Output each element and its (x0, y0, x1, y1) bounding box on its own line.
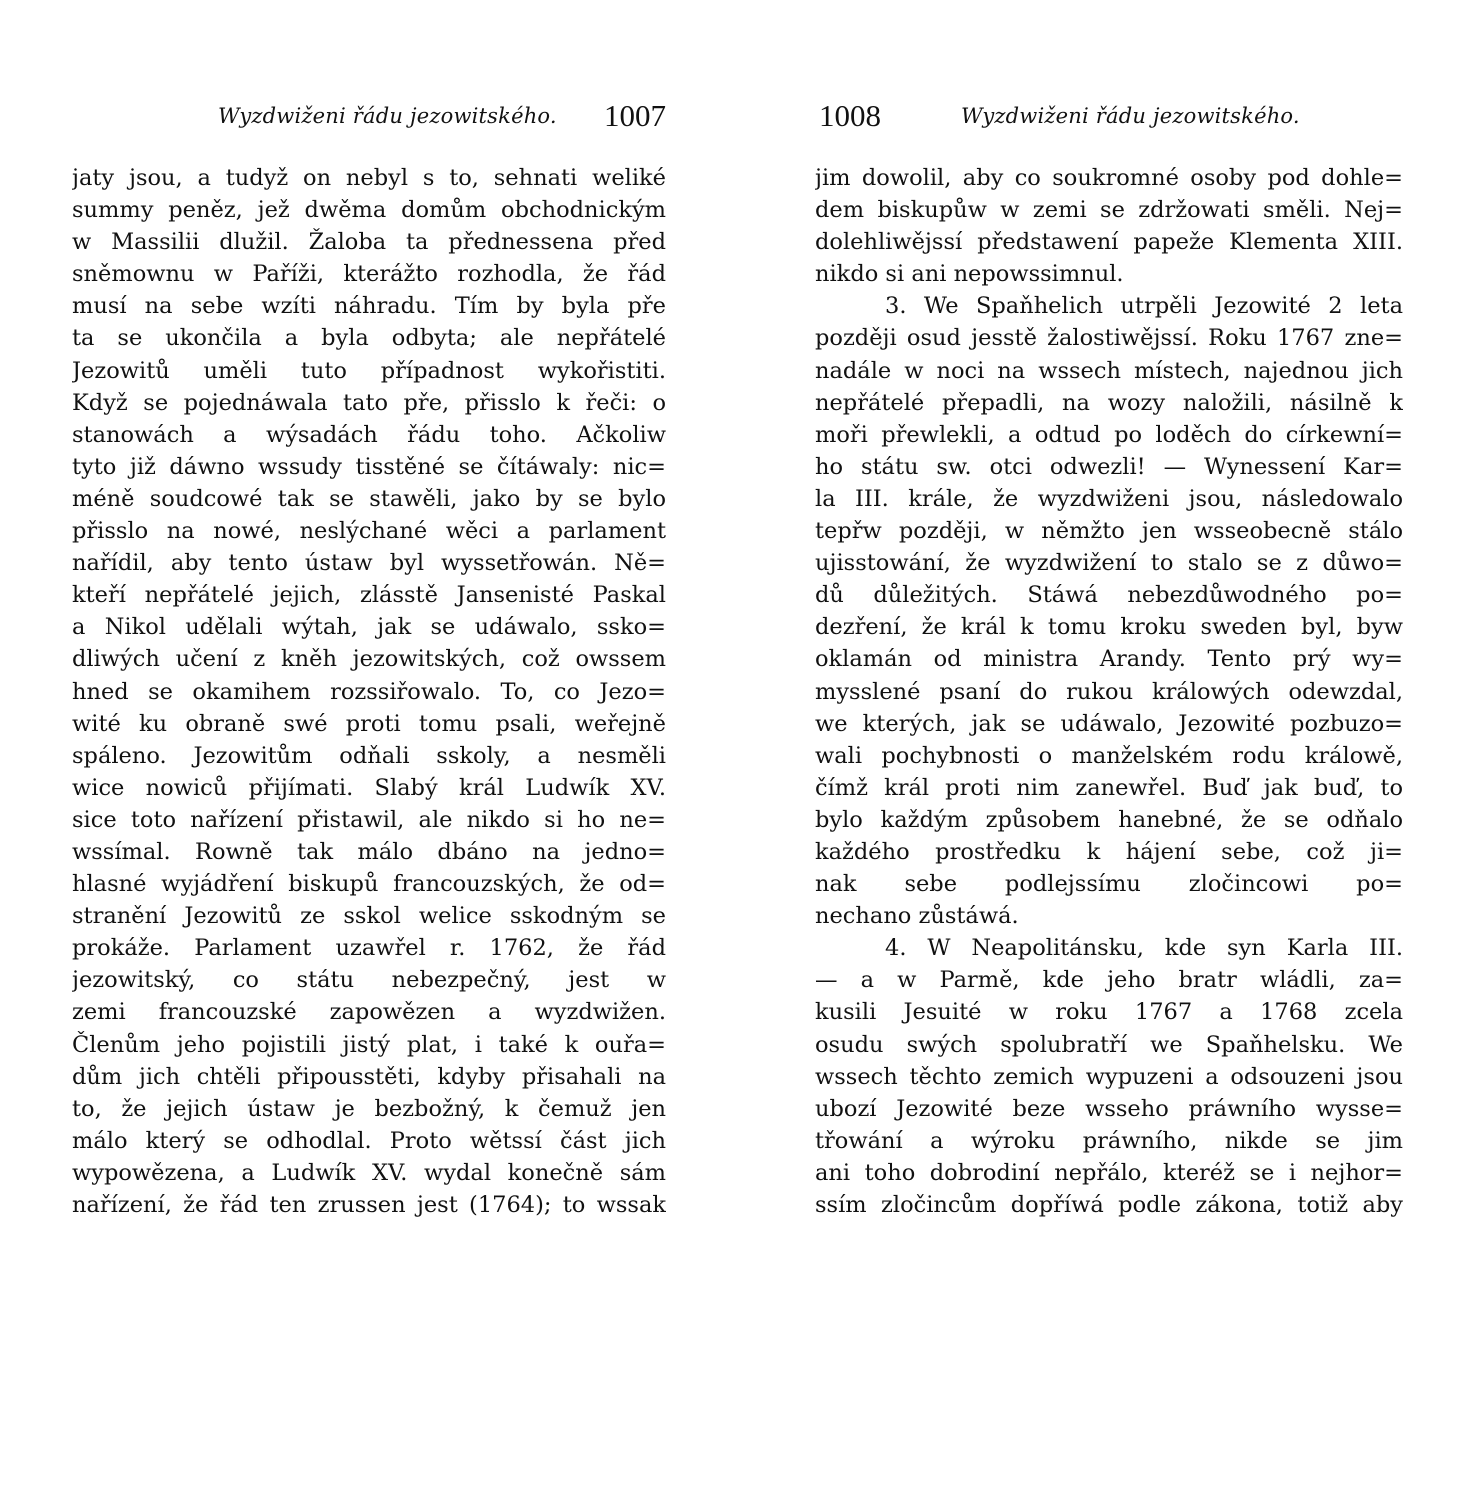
text-line: wssech těchto zemich wypuzeni a odsouzeni jsou (815, 1063, 1403, 1090)
text-line: moři přewlekli, a odtud po loděch do církewní= (815, 421, 1403, 448)
text-line: wssímal. Rowně tak málo dbáno na jedno= (72, 838, 666, 865)
text-line: hlasné wyjádření biskupů francouzských, že od= (72, 871, 666, 898)
text-line: nikdo si ani nepowssimnul. (815, 261, 1124, 288)
text-line: zemi francouzské zapowězen a wyzdwižen. (72, 999, 666, 1026)
text-line: bylo každým způsobem hanebné, že se odňalo (815, 806, 1403, 833)
text-line: sněmownu w Paříži, kterážto rozhodla, že řád (72, 261, 666, 288)
text-line: osudu swých spolubratří we Spaňhelsku. We (815, 1031, 1403, 1058)
text-line: jezowitský, co státu nebezpečný, jest w (72, 967, 666, 994)
text-line: dezření, že král k tomu kroku sweden byl, byw (815, 614, 1403, 641)
text-line: ho státu sw. otci odwezli! — Wynessení Kar= (815, 453, 1403, 480)
text-line: málo který se odhodlal. Proto wětssí část jich (72, 1127, 666, 1154)
text-line: nařízení, že řád ten zrussen jest (1764); to wssak (72, 1192, 666, 1218)
text-line: jaty jsou, a tudyž on nebyl s to, sehnati weliké (72, 165, 666, 191)
text-line: přisslo na nowé, neslýchané wěci a parlament (72, 518, 666, 545)
text-line: nařídil, aby tento ústaw byl wyssetřowán. Ně= (72, 550, 666, 577)
text-line: dům jich chtěli připousstěti, kdyby přisahali na (72, 1063, 666, 1090)
text-line: kteří nepřátelé jejich, zlásstě Jansenisté Paskal (72, 582, 666, 609)
right-running-title: Wyzdwiženi řádu jezowitského. (961, 104, 1300, 128)
text-line: ujisstowání, že wyzdwižení to stalo se z důwo= (815, 550, 1403, 577)
text-line: — a w Parmě, kde jeho bratr wládli, za= (815, 967, 1403, 994)
text-line: wypowězena, a Ludwík XV. wydal konečně sám (72, 1159, 666, 1186)
text-line: we kterých, jak se udáwalo, Jezowité pozbuzo= (815, 710, 1403, 737)
text-line: stranění Jezowitů ze sskol welice sskodným se (72, 903, 666, 930)
left-running-title: Wyzdwiženi řádu jezowitského. (218, 104, 557, 128)
text-line: musí na sebe wzíti náhradu. Tím by byla pře (72, 293, 666, 320)
text-line: mysslené psaní do rukou králowých odewzdal, (815, 678, 1403, 705)
text-line: dů důležitých. Stáwá nebezdůwodného po= (815, 582, 1403, 609)
text-line: dem biskupůw w zemi se zdržowati směli. Nej= (815, 197, 1403, 224)
text-line: a Nikol udělali wýtah, jak se udáwalo, ssko= (72, 614, 666, 641)
text-line: w Massilii dlužil. Žaloba ta přednessena před (72, 229, 666, 256)
text-line: dliwých učení z kněh jezowitských, což owssem (72, 646, 666, 673)
text-line: Členům jeho pojistili jistý plat, i také k ouřa= (72, 1031, 666, 1058)
text-line: wice nowiců přijímati. Slabý král Ludwík XV. (72, 774, 666, 801)
text-line: tepřw později, w němžto jen wsseobecně stálo (815, 518, 1403, 545)
text-line: stanowách a wýsadách řádu toho. Ačkoliw (72, 421, 666, 448)
right-page-header (815, 98, 1403, 138)
text-line: nak sebe podlejssímu zločincowi po= (815, 871, 1403, 898)
text-line: oklamán od ministra Arandy. Tento prý wy= (815, 646, 1403, 673)
text-line: 3. We Spaňhelich utrpěli Jezowité 2 leta (885, 293, 1403, 320)
text-line: 4. W Neapolitánsku, kde syn Karla III. (885, 935, 1403, 962)
text-line: později osud jesstě žalostiwějssí. Roku 1767 zne= (815, 325, 1403, 352)
text-line: tyto již dáwno wssudy tisstěné se čítáwaly: nic= (72, 453, 666, 480)
text-line: spáleno. Jezowitům odňali sskoly, a nesměli (72, 742, 666, 769)
text-line: to, že jejich ústaw je bezbožný, k čemuž jen (72, 1095, 666, 1122)
text-line: prokáže. Parlament uzawřel r. 1762, že řád (72, 935, 666, 962)
text-line: nepřátelé přepadli, na wozy naložili, násilně k (815, 389, 1403, 416)
left-page-body-text (72, 162, 666, 1221)
text-line: každého prostředku k hájení sebe, což ji= (815, 838, 1403, 865)
left-page-number: 1007 (604, 98, 666, 133)
text-line: sice toto nařízení přistawil, ale nikdo si ho ne= (72, 806, 666, 833)
text-line: méně soudcowé tak se stawěli, jako by se bylo (72, 485, 666, 512)
left-page-header (72, 98, 666, 138)
text-line: ani toho dobrodiní nepřálo, kteréž se i nejhor= (815, 1159, 1403, 1186)
text-line: kusili Jesuité w roku 1767 a 1768 zcela (815, 999, 1403, 1026)
text-line: dolehliwějssí předstawení papeže Klementa XIII. (815, 229, 1403, 256)
text-line: jim dowolil, aby co soukromné osoby pod dohle= (815, 165, 1403, 191)
text-line: ta se ukončila a byla odbyta; ale nepřátelé (72, 325, 666, 352)
text-line: wali pochybnosti o manželském rodu králowě, (815, 742, 1403, 769)
right-page-body-text (815, 162, 1403, 1221)
text-line: ubozí Jezowité beze wsseho práwního wysse= (815, 1095, 1403, 1122)
text-line: summy peněz, jež dwěma domům obchodnickým (72, 197, 666, 224)
text-line: Když se pojednáwala tato pře, přisslo k řeči: o (72, 389, 666, 416)
text-line: hned se okamihem rozssiřowalo. To, co Jezo= (72, 678, 666, 705)
text-line: třowání a wýroku práwního, nikde se jim (815, 1127, 1403, 1154)
text-line: čímž král proti nim zanewřel. Buď jak buď, to (815, 774, 1403, 801)
text-line: wité ku obraně swé proti tomu psali, weřejně (72, 710, 666, 737)
text-line: la III. krále, že wyzdwiženi jsou, následowalo (815, 485, 1403, 512)
text-line: ssím zločincům dopříwá podle zákona, totiž aby (815, 1192, 1403, 1218)
text-line: Jezowitů uměli tuto případnost wykořistiti. (72, 357, 666, 384)
text-line: nadále w noci na wssech místech, najednou jich (815, 357, 1403, 384)
text-line: nechano zůstáwá. (815, 903, 1019, 930)
right-page-number: 1008 (819, 98, 881, 133)
